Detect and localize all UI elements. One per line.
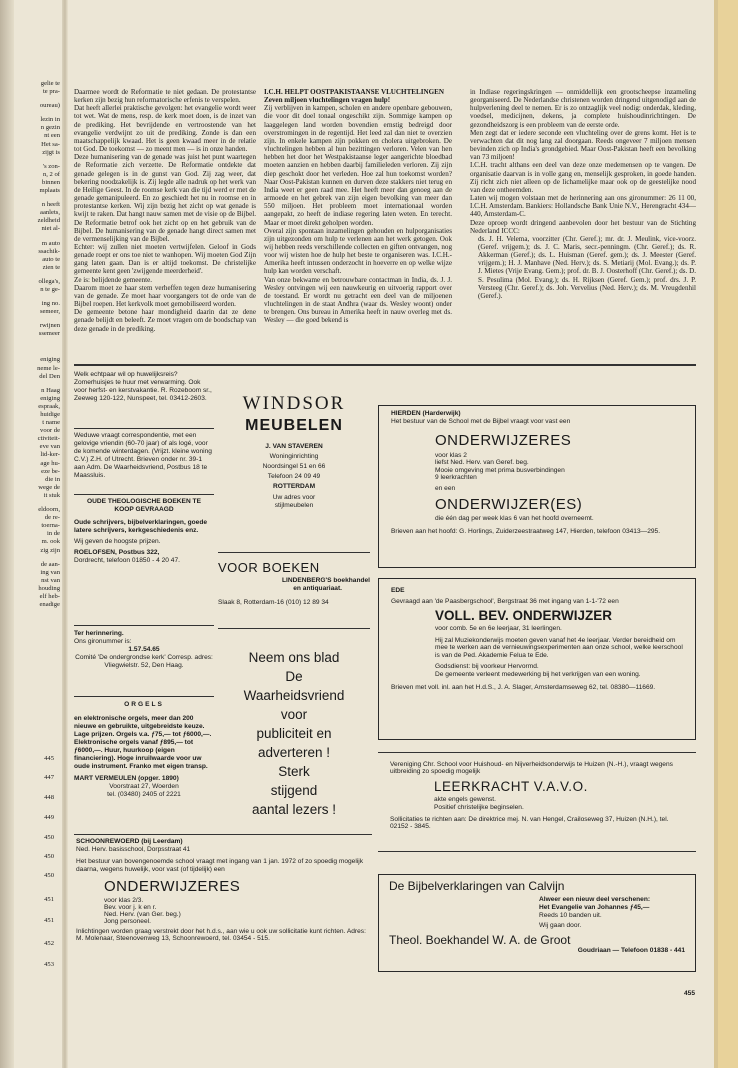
paragraph: De gemeente betone haar mondigheid daarin dat ze dene genade belijdt en beleeft. Ze moet vragen om de boodschap van deze genade in de prediking. (74, 308, 256, 333)
ad-text: Telefoon 24 09 49 (267, 473, 321, 480)
article-ich-continued (470, 88, 696, 360)
ad-text: voor klas 2 (435, 452, 467, 459)
ad-heading: Theol. Boekhandel W. A. de Groot (389, 933, 571, 947)
ad-text: Noordsingel 51 en 66 (262, 463, 326, 470)
margin-page-ref: 451 (44, 917, 54, 924)
ad-text: Voorstraat 27, Woerden (109, 783, 179, 790)
paragraph: Zij verblijven in kampen, scholen en andere openbare gebouwen, die voor dit doel tonaal ongeschikt zijn. Sommige kampen op laaggelegen land worden bovendien ernstig bedreigd door overstromingen in de regentijd. Het leed zal dan niet te overzien zijn. In enkele kampen zijn pokken en cholera uitgebroken. De vluchtelingen hebben al hun bezittingen verloren. Velen van hen hebben het door het Westpakistaanse leger aangerichte bloedbad moeten aanzien en hebben daarbij familieleden verloren. Zij zijn diep geschokt door het verleden. Hoe zal hun toekomst worden? Naar Oost-Pakistan kunnen en durven deze stakkers niet terug en India weet er geen raad mee. Het heeft meer dan genoeg aan de armoede en het gebrek van zijn eigen bevolking van meer dan 550 miljoen. Het probleem moet internationaal worden aangepakt, zo heeft de indiase regering laten weten. En terecht. Maar er moet direkt geholpen worden. (264, 104, 452, 227)
ad-text: Godsdienst: bij voorkeur Hervormd. (435, 663, 539, 671)
paragraph: Daarom moet ze haar stem verheffen tegen deze humanisering van de genade. Ze moet haar voorgangers tot de orde van de Bijbel roepen. Het kerkvolk moet gemobiliseerd worden. (74, 283, 256, 309)
fragment-line: ing no. (41, 300, 60, 308)
ad-text: Slaak 8, Rotterdam-16 (010) 12 89 34 (218, 599, 329, 606)
ad-text: Weduwe vraagt correspondentie, met een gelovige vriendin (60-70 jaar) of als logé, voor de komende winterdagen. (Vrijzt. kleine woning C.V.) Z.H. of Utrecht. Brieven onder nr. 39-1 aan Adm. De Waarheidsvriend, Postbus 18 te Maassluis. (74, 432, 212, 479)
fragment-line: toerna- (41, 522, 60, 530)
ad-text: LINDENBERG'S boekhandel (281, 577, 370, 584)
ad-hierden (378, 405, 696, 568)
ad-promo-waarheidsvriend (218, 648, 370, 824)
ad-text: J. VAN STAVEREN (265, 443, 323, 450)
ad-title: OUDE THEOLOGISCHE BOEKEN TE KOOP GEVRAAGD (87, 498, 201, 513)
fragment-line: n heeft (41, 201, 60, 209)
fragment-line: ing van (40, 568, 60, 576)
fragment-line: enadige (39, 601, 60, 609)
ad-text: ROTTERDAM (272, 483, 316, 490)
ad-text: Wij gaan door. (539, 922, 582, 929)
fragment-line: voor de (40, 427, 60, 435)
ad-text: Sollicitaties te richten aan: De direktrice mej. N. van Hengel, Crailoseweg 37, Huizen (N.H.), tel. 02152 - 3845. (390, 815, 669, 831)
article-title: I.C.H. HELPT OOSTPAKISTAANSE VLUCHTELINGEN (264, 88, 445, 96)
ad-oude-boeken (74, 498, 214, 618)
paragraph: Dat heeft allerlei praktische gevolgen: het evangelie wordt weer tot wet. Wat de mens, resp. de kerk moet doen, is de inzet van de prediking. Het bevrijdende en vertroostende van het evangelie verdwijnt zo uit de prediking. Zonde is dan een maatschappelijk kwaad. Het is geen kwaad meer in de relatie tot God. De toekomst — zo meent men — is in onze handen. (74, 104, 256, 154)
promo-line: Neem ons blad (248, 650, 340, 665)
fragment-line: t name (42, 419, 60, 427)
page-gutter (62, 0, 68, 1068)
fragment-line: ollega's, (38, 277, 60, 285)
ad-herinnering (74, 630, 214, 690)
margin-page-ref: 452 (44, 940, 54, 947)
ad-text: stijlmeubelen (274, 502, 314, 509)
margin-page-ref: 448 (44, 794, 54, 801)
ad-text: Brieven aan het hoofd: G. Horlings, Zuiderzeestraatweg 147, Hierden, telefoon 03413—295. (391, 528, 661, 536)
ad-text: ROELOFSEN, Postbus 322, (74, 549, 160, 556)
fragment-line: oureau) (39, 102, 60, 110)
ad-windsor (218, 371, 370, 531)
fragment-line: lid-ker- (40, 451, 60, 459)
promo-line: publiciteit en (256, 726, 332, 741)
margin-page-ref: 450 (44, 872, 54, 879)
ad-text: Ons gironummer is: (74, 638, 132, 645)
section-divider (74, 364, 696, 366)
ad-zomerhuisjes (74, 371, 214, 426)
fragment-line: eze be- (41, 467, 60, 475)
ad-text: die één dag per week klas 6 van het hoofd overneemt. (435, 515, 594, 523)
fragment-line: eldoorn, (38, 506, 60, 514)
fragment-line: rwijnen (39, 322, 60, 330)
ad-text: Positief christelijke beginselen. (434, 803, 524, 811)
ad-text: Woninginrichting (269, 453, 319, 460)
ad-text: tel. (03480) 2405 of 2221 (107, 791, 181, 798)
fragment-line: n, 2 of (42, 170, 60, 178)
ad-text: 9 leerkrachten (435, 473, 477, 481)
ad-text: Gevraagd aan 'de Paasbergschool', Bergstraat 36 met ingang van 1-1-'72 een (391, 598, 619, 605)
fragment-line: zeldheid (37, 217, 60, 225)
promo-line: Sterk (278, 764, 310, 779)
ad-giro: 1.57.54.65 (128, 646, 160, 653)
fragment-line: in de (46, 530, 60, 538)
ad-heading: ONDERWIJZERES (435, 432, 572, 449)
divider (218, 628, 370, 629)
paragraph: Laten wij mogen volstaan met de herinnering aan ons gironummer: 26 11 00, I.C.H. Amsterdam. Bankiers: Hollandsche Bank Unie N.V., Herengracht 434—440, Amsterdam-C. (470, 194, 696, 219)
previous-page-numbers (2, 0, 60, 1068)
divider (74, 494, 214, 495)
page-edge (718, 0, 738, 1068)
fragment-line: age hu- (40, 459, 60, 467)
ad-text: Wij geven de hoogste prijzen. (74, 538, 161, 545)
ad-title: Ter herinnering. (74, 630, 124, 637)
margin-page-ref: 451 (44, 896, 54, 903)
divider (74, 625, 214, 626)
fragment-line: nt een (44, 132, 60, 140)
fragment-line: aanlets, (40, 209, 60, 217)
ad-text: akte engels gewenst. (434, 795, 496, 803)
paragraph: Van onze bekwame en betrouwbare contactman in India, ds. J. J. Wesley ontvingen wij een nauwkeurig en uitvoerig rapport over de toestand. Er wordt nu getracht een deel van de miljoenen vluchtelingen in de staat Andhra (waar ds. Wesley woont) onder te brengen. Ons bureau in Amerika heeft in nauw overleg met ds. Wesley — die goed bekend is (264, 275, 452, 325)
ad-huizen (378, 752, 696, 852)
fragment-line: ssemeer (38, 330, 60, 338)
divider (74, 428, 214, 429)
ad-ede (378, 578, 696, 740)
paragraph: Deze humanisering van de genade was juist het punt waartegen de Reformatie zich verzette. De Reformatie ontdekte dat genade gelegen is in de gunst van God. Zij zag weer, dat bekering noodzakelijk is. Zij legde alle nadruk op het werk van de Heilige Geest. In de roomse kerk van die tijd werd er met de genade gemanipuleerd. En zo geschiedt het nu in roomse en in protestantse kerken. Wij zijn bezig het zicht op wat genade is kwijt te raken. Dat hangt nauw samen met de visie op de Bijbel. De Reformatie betrof ook het zicht op en het gebruik van de Bijbel. De humanisering van de genade hangt direct samen met de vermenselijking van de Bijbel. (74, 153, 256, 243)
ad-title: SCHOONREWOERD (bij Leerdam) (76, 838, 183, 845)
page-number: 455 (684, 990, 696, 997)
ad-text: Jong personeel. (104, 918, 151, 925)
margin-page-ref: 450 (44, 853, 54, 860)
ad-schoonrewoerd (74, 834, 372, 942)
ad-text: Mooie omgeving met prima busverbindingen (435, 466, 565, 474)
paragraph: Daarmee wordt de Reformatie te niet gedaan. De protestantse kerken zijn bezig hun reformatorische erfenis te verspelen. (74, 88, 256, 105)
ad-heading: ONDERWIJZERES (104, 878, 241, 895)
article-subtitle: Zeven miljoen vluchtelingen vragen hulp! (264, 96, 391, 105)
ad-text: Oude schrijvers, bijbelverklaringen, goede latere schrijvers, kerkgeschiedenis enz. (74, 519, 208, 534)
ad-text: Inlichtingen worden graag verstrekt door het h.d.s., aan wie u ook uw sollicitatie kunt richten. Adres: M. Molenaar, Steenovenweg 13, Schoonrewoerd, tel. 03454 - 515. (76, 928, 366, 942)
fragment-line: niet al- (41, 225, 60, 233)
ad-text: liefst Ned. Herv. van Geref. beg. (435, 459, 529, 467)
ad-text: Bev. voor j. k en r. (104, 904, 157, 911)
paragraph: Ze is: belijdende gemeente. (74, 275, 153, 284)
ad-text: Goudriaan — Telefoon 01838 - 441 (577, 947, 685, 954)
ad-title: HIERDEN (Harderwijk) (391, 410, 461, 417)
ad-text: voor comb. 5e en 6e leerjaar, 31 leerlingen. (435, 625, 562, 632)
paragraph: Men zegt dat er iedere seconde een vluchteling over de grens komt. Het is te verwachten dat dit nog lang zal doorgaan. Reeds ongeveer 7 miljoen mensen bevinden zich op India's grondgebied. Maar Oost-Pakistan heeft een bevolking van 73 miljoen! (470, 128, 696, 162)
promo-line: aantal lezers ! (251, 802, 337, 817)
fragment-line: semeer, (39, 308, 60, 316)
fragment-line: ssachik- (38, 247, 60, 255)
fragment-line: espraak, (38, 402, 60, 410)
ad-text: Welk echtpaar wil op huwelijksreis? Zomerhuisjes te huur met verwarming. Ook voor herfst- en kerstvakantie. R. Rozeboom sr., Zeeweg 120-122, Nunspeet, tel. 03412-2603. (74, 371, 212, 402)
ad-title: VOOR BOEKEN (218, 560, 320, 575)
ad-heading: ONDERWIJZER(ES) (435, 496, 583, 514)
margin-page-ref: 445 (44, 755, 54, 762)
fragment-line: binnen (42, 178, 60, 186)
fragment-line: 's zon- (42, 162, 60, 170)
divider (74, 696, 214, 697)
fragment-line: de aan- (40, 560, 60, 568)
fragment-line: del Den (39, 372, 60, 380)
ad-text: Vereniging Chr. School voor Huishoud- en Nijverheidsonderwijs te Huizen (N.-H.), vraagt wegens uitbreiding zo spoedig mogelijk (390, 761, 673, 776)
ad-text: voor klas 2/3. (104, 897, 144, 904)
fragment-line: nst van (41, 576, 60, 584)
ad-text: Alweer een nieuw deel verschenen: (539, 896, 651, 903)
article-ich (264, 88, 452, 360)
ad-heading: VOLL. BEV. ONDERWIJZER (435, 608, 613, 623)
margin-page-ref: 450 (44, 834, 54, 841)
fragment-line: wege de (38, 483, 60, 491)
ad-text: Uw adres voor (272, 494, 316, 501)
paragraph: Overal zijn spontaan inzamelingen gehouden en hulporganisaties zijn uitgezonden om hulp te verlenen aan het werk getogen. Ook wij hebben reeds verschillende collecten en giften ontvangen, nog voor wij wisten hoe de hulp het beste te organiseren was. I.C.H.-Amerika heeft intussen onderzocht in hoeverre en op welke wijze hulp kan worden verschaft. (264, 226, 452, 276)
ad-title: MEUBELEN (245, 417, 343, 434)
margin-page-ref: 447 (44, 774, 54, 781)
paragraph: in Indiase regeringskringen — onmiddellijk een grootscheepse inzameling georganiseerd. De Nederlandse christenen worden dringend uitgenodigd aan de hulpverlening deel te nemen. Er is zo ontzaglijk veel nodig: onderdak, kleding, voedsel, medicijnen, dekens, ja complete huishoudinrichtingen. De gezondheidszorg is een probleem van de eerste orde. (470, 88, 696, 129)
fragment-line: huidige (40, 411, 60, 418)
ad-text: Dordrecht, telefoon 01850 - 4 20 47. (74, 557, 180, 564)
fragment-line: neme le- (37, 364, 60, 372)
ad-heading: LEERKRACHT V.A.V.O. (434, 778, 588, 794)
fragment-line: mplaats (39, 187, 60, 195)
fragment-line: eniging (40, 394, 60, 402)
ad-text: Het bestuur van bovengenoemde school vraagt met ingang van 1 jan. 1972 of zo spoedig mogelijk daarna, wegens huwelijk, voor vast (of tijdelijk) een (76, 858, 364, 873)
fragment-line: zijgt is (42, 148, 60, 156)
fragment-line: lezin in (40, 116, 60, 124)
ad-text: en elektronische orgels, meer dan 200 nieuwe en gebruikte, uitgebreidste keuze. Lage prijzen. Orgels v.a. ƒ75,— tot ƒ6000,—. Elektronische orgels vanaf ƒ895,— tot ƒ6000,—. Huur, huurkoop (eigen financiering). Hoge inruilwaarde voor uw oude instrument. Franko met eigen transp. (74, 715, 212, 770)
promo-line: De (285, 669, 303, 684)
fragment-line: n te ge- (40, 285, 60, 293)
paragraph: Deze oproep wordt dringend aanbevolen door het bestuur van de Stichting Nederland ICCC: (470, 218, 696, 235)
ad-text: De gemeente verleent medewerking bij het verkrijgen van een woning. (435, 671, 641, 679)
paragraph: Echter: wij zullen niet moeten vertwijfelen. Geloof in Gods genade roept er ons toe niet te wanhopen. Wij moeten God Zijn gang laten gaan. Dan is er altijd toekomst. De christelijke gemeente kent geen 'zwijgende meerderheid'. (74, 242, 256, 276)
fragment-line: auto te (42, 255, 60, 263)
ad-heading: De Bijbelverklaringen van Calvijn (389, 879, 565, 893)
promo-line: stijgend (270, 783, 318, 798)
paragraph: I.C.H. tracht althans een deel van deze onze medemensen op te vangen. De organisatie daarvan is in volle gang en, menselijk gesproken, in goede handen. Zij richt zich niet alleen op de lichamelijke maar ook op de geestelijke nood van deze ontheemden. (470, 161, 696, 194)
fragment-line: n Haag (41, 386, 60, 394)
ad-text: Brieven met voll. inl. aan het H.d.S., J. A. Slager, Amsterdamseweg 62, tel. 08380—11669. (391, 683, 656, 691)
fragment-line: gelie te (40, 80, 60, 87)
ad-text: Reeds 10 banden uit. (539, 912, 602, 919)
ad-text: en een (435, 485, 456, 493)
ad-title: ORGELS (124, 701, 164, 708)
promo-line: adverteren ! (257, 745, 331, 760)
promo-line: voor (280, 707, 308, 722)
fragment-line: Het sa- (41, 140, 60, 148)
ad-text: Ned. Herv. (van Ger. beg.) (104, 911, 181, 918)
ad-weduwe (74, 432, 214, 492)
fragment-line: m. ook (41, 538, 60, 546)
ad-text: Het bestuur van de School met de Bijbel vraagt voor vast een (391, 418, 571, 425)
paragraph: ds. J. H. Velema, voorzitter (Chr. Geref.); mr. dr. J. Meulink, vice-voorz. (Geref. vrijgem.); ds. J. C. Maris, secr.-penningm. (Chr. Geref.); ds. R. Akkerman (Geref.); ds. L. Huisman (Geref. gem.); ds. J. Meester (Geref. vrijgem.); H. J. Manhave (Ned. Herv.); ds. S. Metiarij (Mol. Evang.); ds. P. J. Mietes (Vrije Evang. Gem.); prof. dr. B. J. Oosterhoff (Chr. Geref.); ds. D. S. Pesulima (Mol. Evang.); ds. H. Rijksen (Geref. Gem.); prof. drs. J. P. Versteeg (Chr. Geref.); ds. Joh. Vervelius (Ned. Herv.); ds. M. Vreugdenhil (Geref.). (478, 234, 696, 300)
ad-text: Hij zal Muziekonderwijs moeten geven vanaf het 4e leerjaar. Verder bereidheid om mee te werken aan de vernieuwingsexperimenten aan onze school, welke leerschool is van de Ped. Akademie Felua te Ede. (435, 637, 683, 659)
article-reformatie (74, 88, 256, 360)
ad-name: MART VERMEULEN (opger. 1890) (74, 775, 179, 782)
fragment-line: zien te (42, 263, 60, 271)
margin-page-ref: 453 (44, 961, 54, 968)
fragment-line: die in (45, 475, 60, 483)
ad-text: Ned. Herv. basisschool, Dorpsstraat 41 (76, 846, 191, 853)
fragment-line: houding (38, 584, 60, 592)
ad-orgels (74, 701, 214, 821)
fragment-line: te pra- (42, 88, 60, 96)
fragment-line: eniging (40, 356, 60, 364)
ad-voor-boeken (218, 560, 370, 620)
fragment-line: de re- (44, 514, 60, 522)
fragment-line: it stuk (43, 491, 60, 499)
ad-title: EDE (391, 587, 405, 594)
fragment-line: elf heb- (39, 592, 60, 600)
ad-text: en antiquariaat. (293, 585, 342, 592)
divider (218, 552, 370, 553)
fragment-line: ctiviteit- (37, 435, 60, 443)
margin-page-ref: 449 (44, 814, 54, 821)
promo-line: Waarheidsvriend (243, 688, 345, 703)
ad-text: Het Evangelie van Johannes ƒ45,— (539, 904, 650, 911)
windsor-logo: WINDSOR (242, 393, 346, 414)
ad-text: Comité 'De ondergrondse kerk' Corresp. adres: Vliegwielstr. 52, Den Haag. (75, 654, 213, 669)
fragment-line: n gezin (40, 124, 60, 132)
fragment-line: zig zijn (40, 546, 60, 554)
fragment-line: m auto (41, 239, 60, 247)
fragment-line: eve van (39, 443, 60, 451)
ad-calvijn (378, 874, 696, 972)
